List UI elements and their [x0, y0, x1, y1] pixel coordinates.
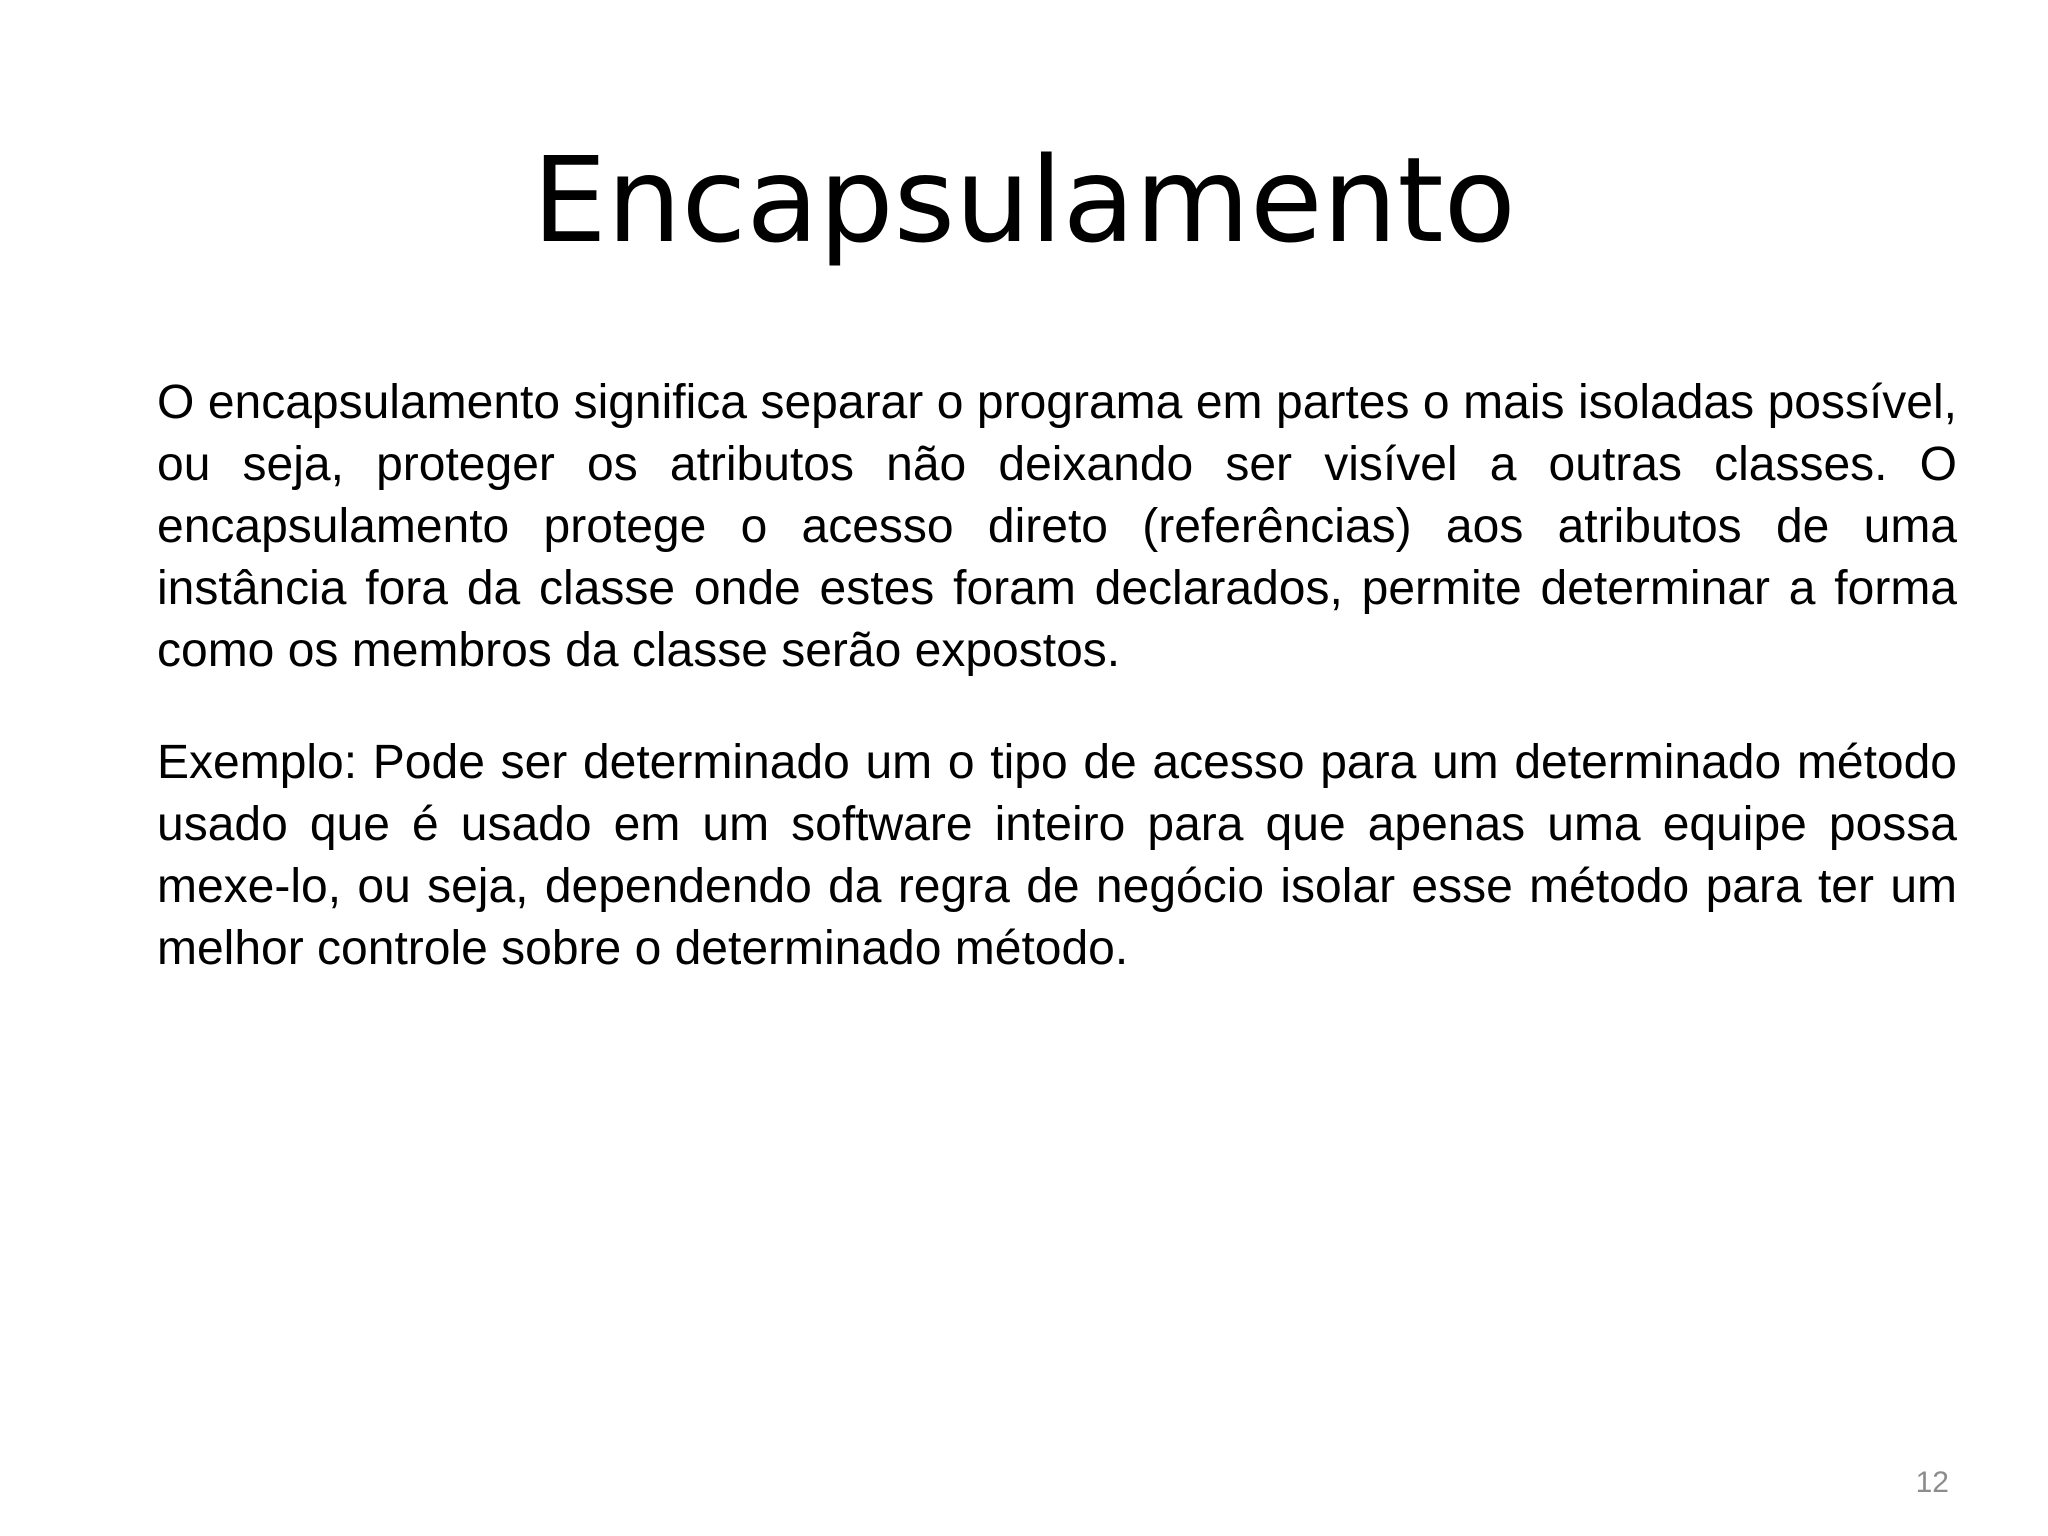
paragraph-example: Exemplo: Pode ser determinado um o tipo de acesso para um determinado método usado que é usado em um software inteiro para que apenas uma equipe possa mexe-lo, ou seja, dependendo da regra de negócio isolar esse método para ter um melhor controle sobre o determinado método.: [157, 736, 1957, 975]
slide-title: Encapsulamento: [532, 131, 1516, 269]
slide-body: [157, 372, 1957, 980]
slide-number: 12: [1915, 1466, 1949, 1499]
paragraph-definition: O encapsulamento significa separar o programa em partes o mais isoladas possível, ou seja, proteger os atributos não deixando ser visível a outras classes. O encapsulamento protege o acesso direto (referências) aos atributos de uma instância fora da classe onde estes foram declarados, permite determinar a forma como os membros da classe serão expostos.: [157, 376, 1957, 677]
paragraph-spacer: [157, 682, 1957, 732]
